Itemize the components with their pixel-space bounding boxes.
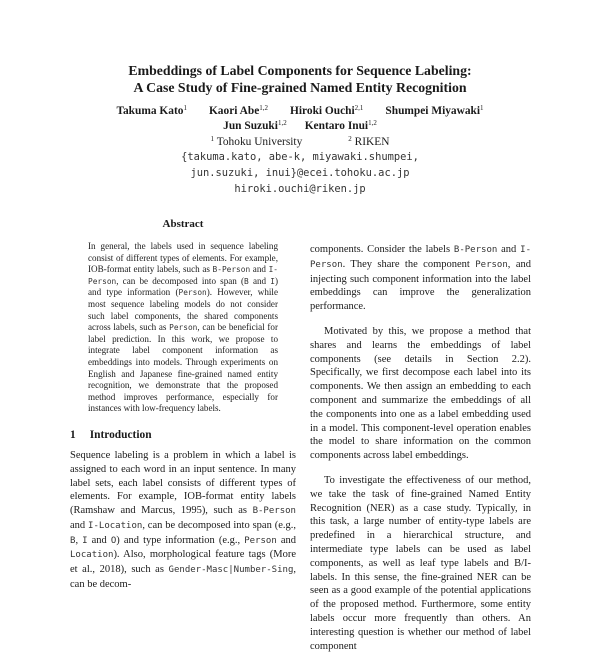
email-line: {takuma.kato, abe-k, miyawaki.shumpei,: [181, 151, 419, 163]
right-column: [310, 243, 531, 653]
section-heading: [70, 428, 296, 442]
author: Kentaro Inui$^{1,2}$: [304, 119, 377, 132]
intro-paragraph: Sequence labeling is a problem in which a label is assigned to each word in an input sentence. In many label sets, each label consists of different types of elements. For example, IOB-format entity labels (Ramshaw and Marcus, 1995), such as B-Person and I-Location, can be decomposed into span (e.g., B, I and O) and type information (e.g., Person and Location). Also, morphological feature tags (More et al., 2018), such as Gender-Masc|Number-Sing, can be decom-: [70, 449, 297, 591]
author: Hiroki Ouchi$^{2,1}$: [290, 104, 364, 117]
author-row-2: [40, 119, 560, 134]
abstract-heading: Abstract: [162, 218, 204, 230]
author: Takuma Kato$^1$: [116, 104, 187, 117]
abstract-text: In general, the labels used in sequence labeling consist of different types of elements. For example, IOB-format entity labels, such as B-Person and I-Person, can be decomposed into span (B and I) and type information (Person). However, while most sequence labeling models do not consider such label components, the shared components across labels, such as Person, can be beneficial for label prediction. In this work, we propose to integrate label component information as embeddings into models. Through experiments on English and Japanese fine-grained named entity recognition, we demonstrate that the proposed method improves performance, especially for instances with low-frequency labels.: [88, 241, 278, 414]
author-row-1: [40, 104, 560, 119]
title-line-1: Embeddings of Label Components for Sequence Labeling:: [128, 63, 472, 78]
email-line: jun.suzuki, inui}@ecei.tohoku.ac.jp: [190, 167, 410, 179]
body-paragraph: To investigate the effectiveness of our method, we take the task of fine-grained Named Entity Recognition (NER) as a case study. Typically, in this task, a large number of entity-type labels are predefined in a hierarchical structure, and intermediate type labels can be used as label components, as well as leaf type labels and B/I-labels. In this sense, the fine-grained NER can be seen as a good example of the potential applications of the proposed method. Furthermore, some entity labels occur more frequently than others. An interesting question is whether our method of label component: [310, 474, 531, 652]
author: Shumpei Miyawaki$^1$: [385, 104, 484, 117]
body-paragraph: Motivated by this, we propose a method that shares and learns the embeddings of label components (see details in Section 2.2). Specifically, we first decompose each label into its components. We then assign an embedding to each component and summarize the embeddings of all the components into one as a label embedding used in a model. This component-level operation enables the model to share information on the common components across label embeddings.: [310, 325, 531, 462]
email-line: hiroki.ouchi@riken.jp: [234, 183, 366, 195]
affiliation: $^1$ Tohoku University: [210, 135, 303, 148]
affiliations: [40, 135, 560, 149]
title-line-2: A Case Study of Fine-grained Named Entity Recognition: [133, 80, 467, 95]
section-title: Introduction: [89, 428, 152, 441]
author: Jun Suzuki$^{1,2}$: [223, 119, 287, 132]
paper-title: [40, 62, 560, 96]
left-column: [70, 218, 296, 592]
author-list: [40, 104, 560, 134]
affiliation: $^2$ RIKEN: [348, 135, 390, 148]
body-paragraph: components. Consider the labels B-Person and I-Person. They share the component Person, and injecting such component information into the label embeddings can improve the generalization performance.: [310, 244, 531, 313]
author: Kaori Abe$^{1,2}$: [208, 104, 268, 117]
section-number: 1: [70, 428, 76, 441]
author-emails: [40, 149, 560, 197]
